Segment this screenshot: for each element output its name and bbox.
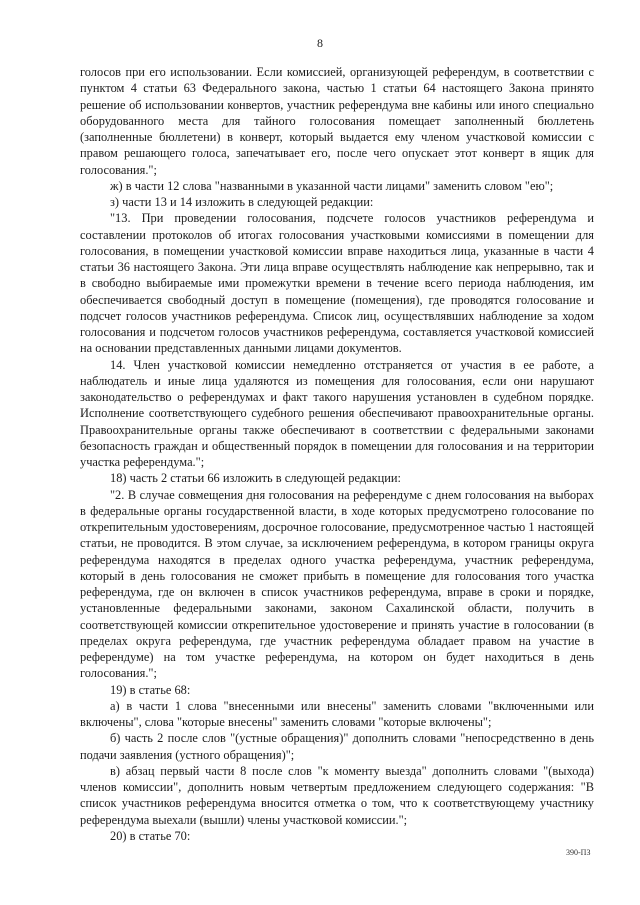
paragraph-8: 19) в статье 68: [110,682,191,697]
paragraph-11: в) абзац первый части 8 после слов "к моменту выезда" дополнить словами "(выхода) членов комиссии", дополнить новым четвертым предложением следующего содержания: "В список участников референдума вносится отметка о том, что к соответствующему участнику референдума выехали (вышли) члены участковой комиссии."; [80,763,594,827]
paragraph-2: ж) в части 12 слова "названными в указанной части лицами" заменить словом "ею"; [110,178,554,193]
paragraph-5: 14. Член участковой комиссии немедленно отстраняется от участия в ее работе, а наблюдатель и иные лица удаляются из помещения для голосования, если они нарушают законодательство о референдумах и факт такого нарушения установлен в судебном порядке. Исполнение соответствующего судебного решения обеспечивают правоохранительные органы. Правоохранительные органы также обеспечивают в соответствии с федеральными законами безопасность граждан и общественный порядок в помещении для голосования и на территории участка референдума."; [80,357,594,469]
document-body [80,64,594,844]
paragraph-3: з) части 13 и 14 изложить в следующей редакции: [110,195,374,209]
paragraph-4: "13. При проведении голосования, подсчете голосов участников референдума и составлении протоколов об итогах голосования участковыми комиссиями в помещении для голосования, в помещении участковой комиссии вправе находиться лица, указанные в части 4 статьи 36 настоящего Закона. Эти лица вправе осуществлять наблюдение как непрерывно, так и в свободно выбираемые ими промежутки времени в течение всего периода наблюдения, им обеспечивается свободный доступ в помещение (помещения), где проводятся голосование и подсчет голосов участников референдума. Список лиц, осуществлявших наблюдение за ходом голосования и подсчетом голосов участников референдума, составляется участковой комиссией на основании представленных данными лицами документов. [80,211,594,356]
paragraph-12: 20) в статье 70: [110,828,191,843]
paragraph-9: а) в части 1 слова "внесенными или внесены" заменить словами "включенными или включены", слова "которые внесены" заменить словами "которые включены"; [80,698,594,729]
document-code: 390-ПЗ [566,848,591,857]
paragraph-6: 18) часть 2 статьи 66 изложить в следующей редакции: [110,471,401,486]
paragraph-10: б) часть 2 после слов "(устные обращения)" дополнить словами "непосредственно в день подачи заявления (устного обращения)"; [80,731,594,762]
page-number: 8 [317,36,323,50]
paragraph-7: "2. В случае совмещения дня голосования на референдуме с днем голосования на выборах в федеральные органы государственной власти, в ходе которых предусмотрено голосование по открепительным удостоверениям, досрочное голосование, предусмотренное частью 1 настоящей статьи, не проводится. В этом случае, за исключением референдума, в котором границы округа референдума находятся в пределах одного участка референдума, участник референдума, который в день голосования не сможет прибыть в помещение для голосования того участка референдума, где он включен в список участников референдума, вправе в сроки и порядке, установленные федеральными законами, законом Сахалинской области, получить в соответствующей комиссии открепительное удостоверение и принять участие в голосовании (в пределах округа референдума, где участник референдума обладает правом на участие в референдуме) на том участке референдума, на котором он будет находиться в день голосования."; [80,487,594,681]
paragraph-1: голосов при его использовании. Если комиссией, организующей референдум, в соответствии с пунктом 4 статьи 63 Федерального закона, частью 1 статьи 64 настоящего Закона принято решение об использовании конвертов, участник референдума вне кабины или иного специально оборудованного места для тайного голосования помещает заполненный бюллетень (заполненные бюллетени) в конверт, который выдается ему членом участковой комиссии с правом решающего голоса, запечатывает его, после чего опускает этот конверт в ящик для голосования."; [80,65,594,177]
